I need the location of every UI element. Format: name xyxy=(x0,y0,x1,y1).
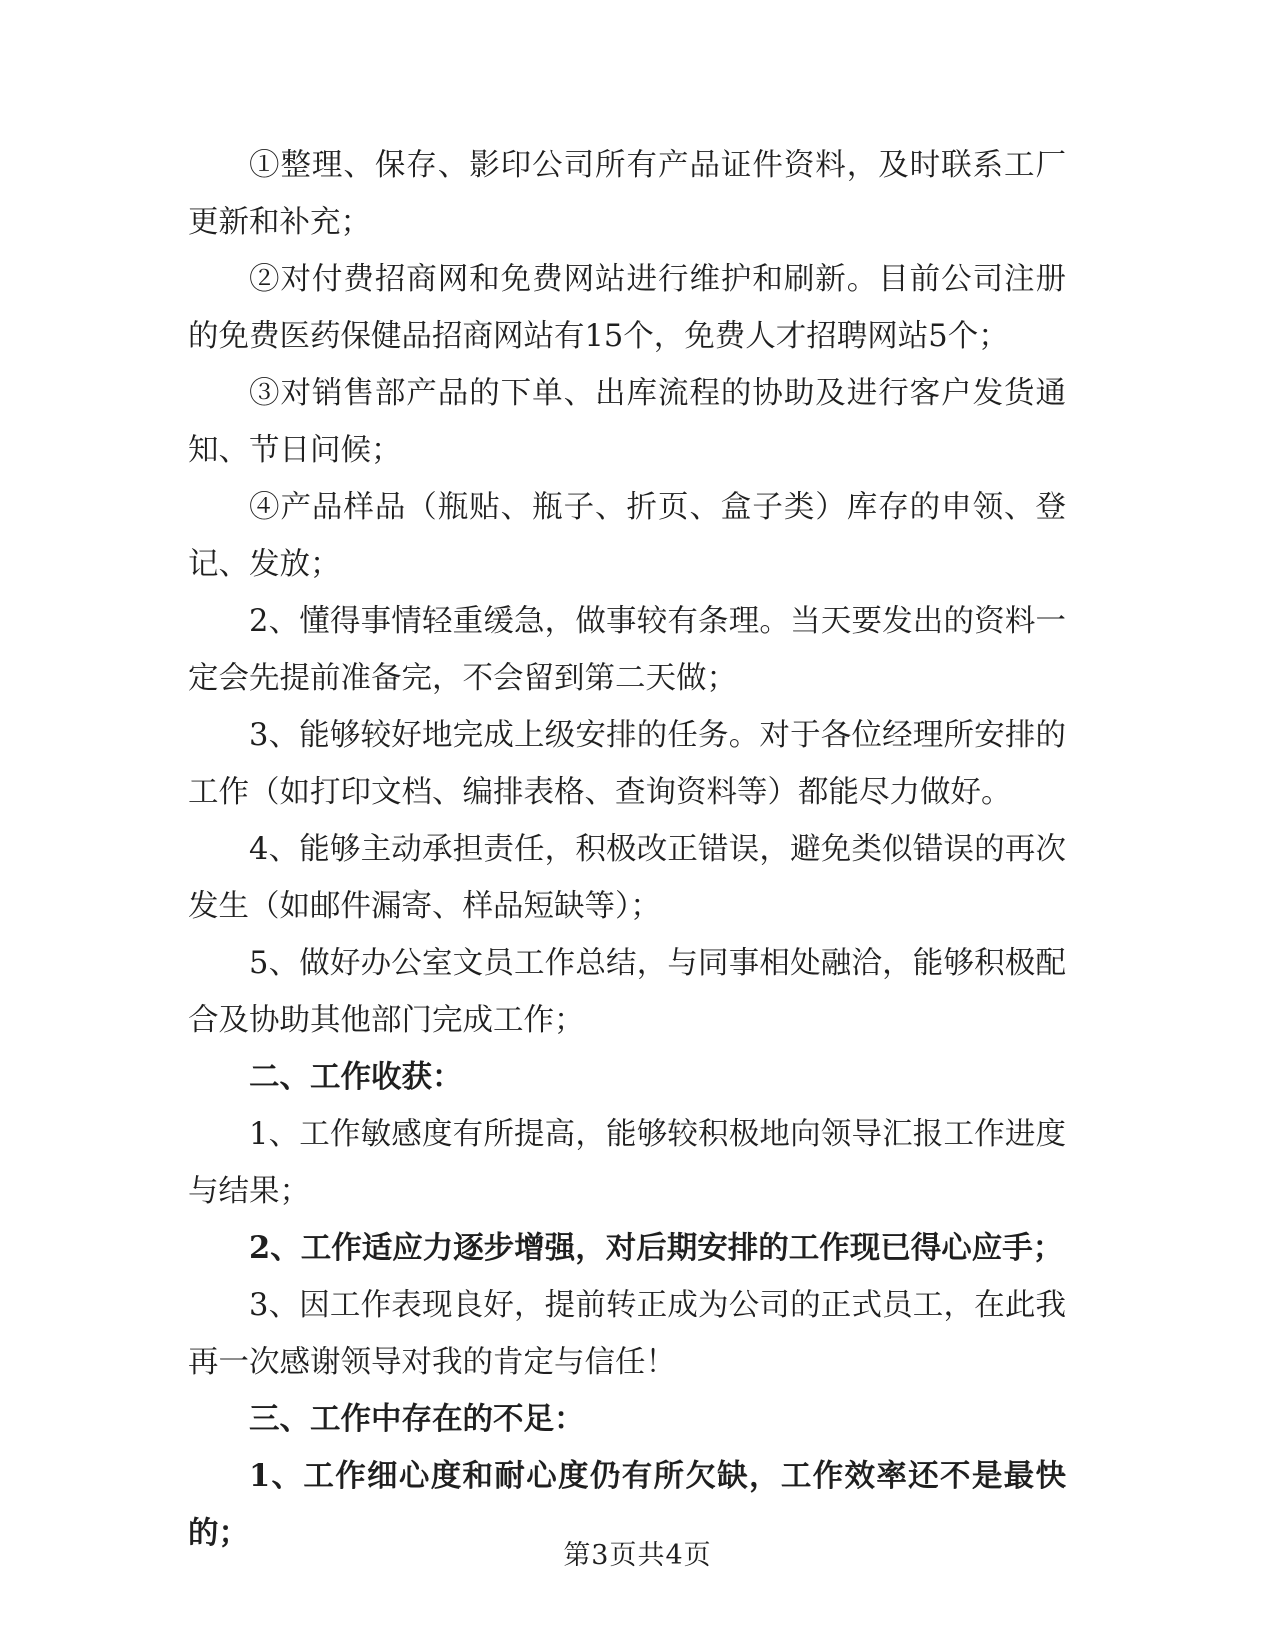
paragraph: 1、工作敏感度有所提高，能够较积极地向领导汇报工作进度与结果； xyxy=(188,1117,1066,1209)
page-footer xyxy=(0,1533,1275,1572)
section-heading: 二、工作收获： xyxy=(249,1059,463,1095)
section-heading: 2、工作适应力逐步增强，对后期安排的工作现已得心应手； xyxy=(249,1230,1064,1266)
paragraph: 5、做好办公室文员工作总结，与同事相处融洽，能够积极配合及协助其他部门完成工作； xyxy=(188,946,1066,1038)
document-body xyxy=(188,137,1066,1562)
paragraph: 2、懂得事情轻重缓急，做事较有条理。当天要发出的资料一定会先提前准备完，不会留到第二天做； xyxy=(188,604,1066,696)
paragraph: ④产品样品（瓶贴、瓶子、折页、盒子类）库存的申领、登记、发放； xyxy=(188,490,1066,582)
page-number: 第3页共4页 xyxy=(563,1540,712,1571)
section-heading: 1、工作细心度和耐心度仍有所欠缺，工作效率还不是最快的； xyxy=(188,1458,1066,1551)
paragraph: ①整理、保存、影印公司所有产品证件资料，及时联系工厂更新和补充； xyxy=(188,148,1066,240)
section-heading: 三、工作中存在的不足： xyxy=(249,1401,585,1437)
paragraph: 4、能够主动承担责任，积极改正错误，避免类似错误的再次发生（如邮件漏寄、样品短缺等）； xyxy=(188,832,1066,924)
paragraph: ③对销售部产品的下单、出库流程的协助及进行客户发货通知、节日问候； xyxy=(188,376,1066,468)
paragraph: 3、因工作表现良好，提前转正成为公司的正式员工，在此我再一次感谢领导对我的肯定与信任！ xyxy=(188,1288,1066,1380)
paragraph: ②对付费招商网和免费网站进行维护和刷新。目前公司注册的免费医药保健品招商网站有15个，免费人才招聘网站5个； xyxy=(188,262,1066,354)
paragraph: 3、能够较好地完成上级安排的任务。对于各位经理所安排的工作（如打印文档、编排表格、查询资料等）都能尽力做好。 xyxy=(188,718,1066,810)
